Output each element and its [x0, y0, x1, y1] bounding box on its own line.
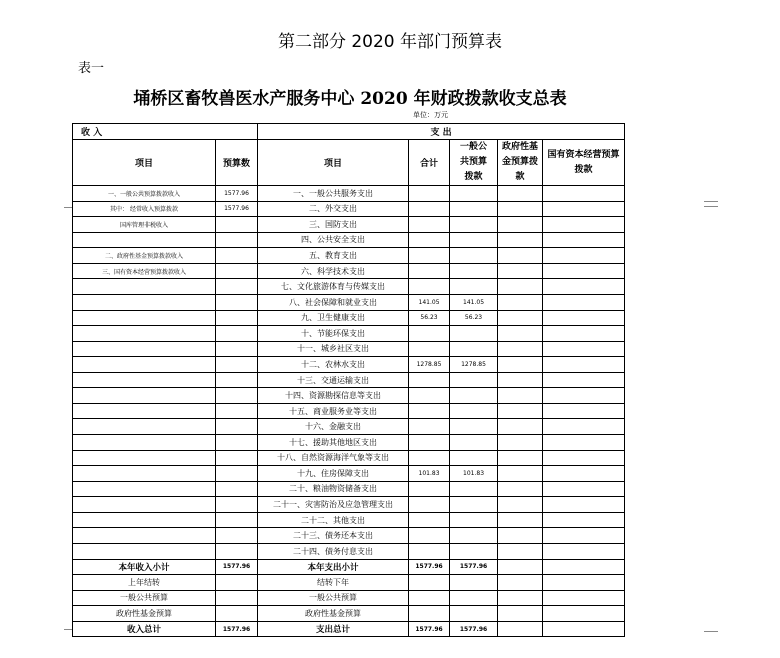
income-item-label [73, 341, 216, 357]
carryover-expense-label: 政府性基金预算 [258, 606, 409, 622]
table-row [73, 357, 625, 373]
table-row [73, 217, 625, 233]
expense-item-label: 十、节能环保支出 [258, 326, 409, 342]
expense-grand-total-total: 1577.96 [409, 621, 450, 637]
expense-fund-value [498, 512, 543, 528]
expense-fund-value [498, 186, 543, 202]
table-row [73, 481, 625, 497]
carryover-expense-value [498, 575, 543, 591]
expense-general-value [450, 232, 498, 248]
expense-total-value [409, 217, 450, 233]
expense-general-value [450, 186, 498, 202]
column-header-row [73, 140, 625, 186]
expense-state-capital-value [543, 217, 625, 233]
expense-total-value [409, 512, 450, 528]
expense-item-label: 九、卫生健康支出 [258, 310, 409, 326]
expense-total-value [409, 481, 450, 497]
carryover-expense-value [498, 590, 543, 606]
income-item-value [216, 232, 258, 248]
expense-grand-total-fund [498, 621, 543, 637]
income-item-label [73, 543, 216, 559]
col-income-budget: 预算数 [216, 140, 258, 186]
income-item-label [73, 357, 216, 373]
carryover-expense-value [409, 606, 450, 622]
expense-grand-total-general: 1577.96 [450, 621, 498, 637]
income-item-value [216, 217, 258, 233]
income-grand-total-value: 1577.96 [216, 621, 258, 637]
expense-state-capital-value [543, 543, 625, 559]
income-item-value [216, 372, 258, 388]
income-item-value [216, 435, 258, 451]
income-item-value [216, 497, 258, 513]
table-row [73, 232, 625, 248]
carryover-expense-value [543, 575, 625, 591]
expense-state-capital-value [543, 294, 625, 310]
table-row [73, 403, 625, 419]
expense-total-value [409, 528, 450, 544]
expense-fund-value [498, 388, 543, 404]
expense-fund-value [498, 326, 543, 342]
income-item-label [73, 403, 216, 419]
table-row [73, 341, 625, 357]
expense-item-label: 二十一、灾害防治及应急管理支出 [258, 497, 409, 513]
expense-general-value [450, 543, 498, 559]
expense-fund-value [498, 481, 543, 497]
expense-section-header: 支 出 [258, 124, 625, 140]
expense-item-label: 二十三、债务还本支出 [258, 528, 409, 544]
income-item-label [73, 232, 216, 248]
expense-total-value [409, 279, 450, 295]
income-item-label [73, 512, 216, 528]
carryover-expense-label: 一般公共预算 [258, 590, 409, 606]
expense-fund-value [498, 232, 543, 248]
expense-total-value: 141.05 [409, 294, 450, 310]
table-row [73, 388, 625, 404]
income-grand-total-label: 收入总计 [73, 621, 216, 637]
expense-state-capital-value [543, 263, 625, 279]
carryover-expense-value [543, 606, 625, 622]
table-number: 表一 [78, 61, 105, 76]
expense-subtotal-label: 本年支出小计 [258, 559, 409, 575]
expense-total-value [409, 419, 450, 435]
income-item-value [216, 543, 258, 559]
expense-total-value [409, 388, 450, 404]
carryover-expense-value [450, 590, 498, 606]
expense-state-capital-value [543, 372, 625, 388]
crop-mark-top-right [704, 201, 718, 207]
expense-item-label: 六、科学技术支出 [258, 263, 409, 279]
expense-total-value: 56.23 [409, 310, 450, 326]
expense-total-value [409, 201, 450, 217]
income-item-label [73, 294, 216, 310]
income-item-label [73, 326, 216, 342]
table-row [73, 201, 625, 217]
expense-item-label: 十八、自然资源海洋气象等支出 [258, 450, 409, 466]
section-header-row [73, 124, 625, 140]
income-item-value [216, 263, 258, 279]
income-item-value [216, 481, 258, 497]
income-item-value: 1577.96 [216, 201, 258, 217]
expense-fund-value [498, 279, 543, 295]
expense-item-label: 四、公共安全支出 [258, 232, 409, 248]
expense-state-capital-value [543, 512, 625, 528]
expense-item-label: 七、文化旅游体育与传媒支出 [258, 279, 409, 295]
expense-item-label: 十一、城乡社区支出 [258, 341, 409, 357]
expense-general-value [450, 419, 498, 435]
income-item-value [216, 310, 258, 326]
expense-item-label: 二、外交支出 [258, 201, 409, 217]
col-expense-item: 项目 [258, 140, 409, 186]
crop-mark-bottom-right [704, 631, 718, 638]
carryover-income-label: 一般公共预算 [73, 590, 216, 606]
expense-item-label: 十七、援助其他地区支出 [258, 435, 409, 451]
income-item-label [73, 528, 216, 544]
expense-fund-value [498, 341, 543, 357]
expense-fund-value [498, 263, 543, 279]
expense-state-capital-value [543, 310, 625, 326]
expense-item-label: 五、教育支出 [258, 248, 409, 264]
income-item-label [73, 450, 216, 466]
carryover-expense-value [409, 590, 450, 606]
expense-subtotal-fund [498, 559, 543, 575]
expense-item-label: 一、一般公共服务支出 [258, 186, 409, 202]
expense-general-value: 56.23 [450, 310, 498, 326]
carryover-income-value [216, 590, 258, 606]
col-income-item: 项目 [73, 140, 216, 186]
expense-state-capital-value [543, 232, 625, 248]
expense-item-label: 三、国防支出 [258, 217, 409, 233]
income-item-label [73, 279, 216, 295]
expense-subtotal-general: 1577.96 [450, 559, 498, 575]
expense-total-value [409, 435, 450, 451]
table-row [73, 466, 625, 482]
income-item-value [216, 419, 258, 435]
table-row [73, 512, 625, 528]
expense-general-value [450, 372, 498, 388]
expense-general-value: 1278.85 [450, 357, 498, 373]
expense-state-capital-value [543, 186, 625, 202]
income-item-value [216, 466, 258, 482]
carryover-expense-value [543, 590, 625, 606]
expense-total-value [409, 497, 450, 513]
income-item-label: 三、国有资本经营预算拨款收入 [73, 263, 216, 279]
income-item-label: 其中： 经常收入预算拨款 [73, 201, 216, 217]
expense-general-value [450, 403, 498, 419]
expense-general-value [450, 528, 498, 544]
expense-general-value [450, 326, 498, 342]
expense-general-value [450, 481, 498, 497]
col-total: 合计 [409, 140, 450, 186]
table-row [73, 248, 625, 264]
expense-item-label: 十三、交通运输支出 [258, 372, 409, 388]
income-item-value [216, 528, 258, 544]
income-item-value [216, 248, 258, 264]
income-item-label [73, 466, 216, 482]
expense-total-value: 1278.85 [409, 357, 450, 373]
expense-total-value [409, 326, 450, 342]
col-fund-budget: 政府性基金预算拨款 [498, 140, 543, 186]
expense-fund-value [498, 528, 543, 544]
table-row [73, 186, 625, 202]
expense-total-value [409, 372, 450, 388]
expense-grand-total-state-capital [543, 621, 625, 637]
expense-item-label: 二十四、债务付息支出 [258, 543, 409, 559]
carryover-expense-value [450, 606, 498, 622]
expense-fund-value [498, 201, 543, 217]
expense-general-value [450, 450, 498, 466]
carryover-expense-value [450, 575, 498, 591]
page-title: 埇桥区畜牧兽医水产服务中心 2020 年财政拨款收支总表 [133, 89, 567, 109]
carryover-expense-label: 结转下年 [258, 575, 409, 591]
expense-item-label: 十二、农林水支出 [258, 357, 409, 373]
expense-general-value: 141.05 [450, 294, 498, 310]
income-item-value [216, 450, 258, 466]
table-row [73, 419, 625, 435]
expense-fund-value [498, 294, 543, 310]
expense-fund-value [498, 248, 543, 264]
part-title: 第二部分 2020 年部门预算表 [277, 32, 503, 52]
expense-item-label: 八、社会保障和就业支出 [258, 294, 409, 310]
expense-item-label: 二十二、其他支出 [258, 512, 409, 528]
expense-total-value: 101.83 [409, 466, 450, 482]
table-row [73, 263, 625, 279]
table-row [73, 528, 625, 544]
table-row [73, 435, 625, 451]
subtotal-row [73, 559, 625, 575]
income-item-value [216, 512, 258, 528]
expense-total-value [409, 263, 450, 279]
expense-fund-value [498, 372, 543, 388]
expense-state-capital-value [543, 435, 625, 451]
expense-state-capital-value [543, 279, 625, 295]
table-row [73, 497, 625, 513]
expense-general-value [450, 435, 498, 451]
expense-subtotal-total: 1577.96 [409, 559, 450, 575]
expense-state-capital-value [543, 326, 625, 342]
expense-state-capital-value [543, 450, 625, 466]
carryover-income-label: 政府性基金预算 [73, 606, 216, 622]
carryover-expense-value [498, 606, 543, 622]
expense-general-value [450, 263, 498, 279]
expense-state-capital-value [543, 388, 625, 404]
expense-item-label: 十六、金融支出 [258, 419, 409, 435]
carryover-expense-value [409, 575, 450, 591]
income-item-value [216, 326, 258, 342]
expense-general-value [450, 248, 498, 264]
expense-state-capital-value [543, 497, 625, 513]
expense-state-capital-value [543, 248, 625, 264]
carryover-row [73, 606, 625, 622]
table-row [73, 326, 625, 342]
income-subtotal-label: 本年收入小计 [73, 559, 216, 575]
expense-general-value [450, 341, 498, 357]
expense-state-capital-value [543, 419, 625, 435]
income-item-value: 1577.96 [216, 186, 258, 202]
expense-state-capital-value [543, 481, 625, 497]
expense-general-value [450, 201, 498, 217]
income-item-label: 一、一般公共预算拨款收入 [73, 186, 216, 202]
expense-fund-value [498, 497, 543, 513]
expense-fund-value [498, 419, 543, 435]
income-item-value [216, 341, 258, 357]
income-item-label [73, 388, 216, 404]
table-row [73, 279, 625, 295]
expense-item-label: 十四、资源勘探信息等支出 [258, 388, 409, 404]
expense-general-value [450, 279, 498, 295]
expense-fund-value [498, 466, 543, 482]
expense-general-value: 101.83 [450, 466, 498, 482]
expense-total-value [409, 543, 450, 559]
expense-item-label: 十九、住房保障支出 [258, 466, 409, 482]
income-item-label [73, 481, 216, 497]
carryover-income-value [216, 606, 258, 622]
expense-subtotal-state-capital [543, 559, 625, 575]
expense-fund-value [498, 435, 543, 451]
income-item-label: 国库管理非税收入 [73, 217, 216, 233]
income-section-header: 收 入 [73, 124, 258, 140]
income-item-label [73, 497, 216, 513]
expense-general-value [450, 388, 498, 404]
income-item-value [216, 357, 258, 373]
expense-total-value [409, 248, 450, 264]
expense-state-capital-value [543, 528, 625, 544]
expense-fund-value [498, 403, 543, 419]
income-item-value [216, 388, 258, 404]
expense-general-value [450, 497, 498, 513]
expense-fund-value [498, 543, 543, 559]
expense-fund-value [498, 217, 543, 233]
expense-general-value [450, 512, 498, 528]
expense-total-value [409, 232, 450, 248]
carryover-row [73, 590, 625, 606]
income-item-label [73, 310, 216, 326]
col-state-capital-budget: 国有资本经营预算拨款 [543, 140, 625, 186]
expense-total-value [409, 403, 450, 419]
income-item-label [73, 435, 216, 451]
expense-item-label: 二十、粮油物资储备支出 [258, 481, 409, 497]
unit-label: 单位：万元 [413, 111, 448, 119]
carryover-income-label: 上年结转 [73, 575, 216, 591]
expense-total-value [409, 450, 450, 466]
income-subtotal-value: 1577.96 [216, 559, 258, 575]
table-row [73, 450, 625, 466]
expense-state-capital-value [543, 357, 625, 373]
expense-state-capital-value [543, 403, 625, 419]
income-item-value [216, 294, 258, 310]
income-item-value [216, 403, 258, 419]
expense-state-capital-value [543, 341, 625, 357]
expense-item-label: 十五、商业服务业等支出 [258, 403, 409, 419]
expense-fund-value [498, 450, 543, 466]
table-row [73, 310, 625, 326]
income-item-value [216, 279, 258, 295]
expense-total-value [409, 341, 450, 357]
expense-general-value [450, 217, 498, 233]
table-row [73, 372, 625, 388]
grand-total-row [73, 621, 625, 637]
income-item-label: 二、政府性基金预算拨款收入 [73, 248, 216, 264]
expense-grand-total-label: 支出总计 [258, 621, 409, 637]
table-row [73, 543, 625, 559]
table-row [73, 294, 625, 310]
budget-summary-table [72, 123, 625, 637]
expense-state-capital-value [543, 201, 625, 217]
expense-fund-value [498, 357, 543, 373]
income-item-label [73, 372, 216, 388]
carryover-row [73, 575, 625, 591]
carryover-income-value [216, 575, 258, 591]
col-general-budget: 一般公共预算拨款 [450, 140, 498, 186]
income-item-label [73, 419, 216, 435]
expense-fund-value [498, 310, 543, 326]
expense-total-value [409, 186, 450, 202]
expense-state-capital-value [543, 466, 625, 482]
